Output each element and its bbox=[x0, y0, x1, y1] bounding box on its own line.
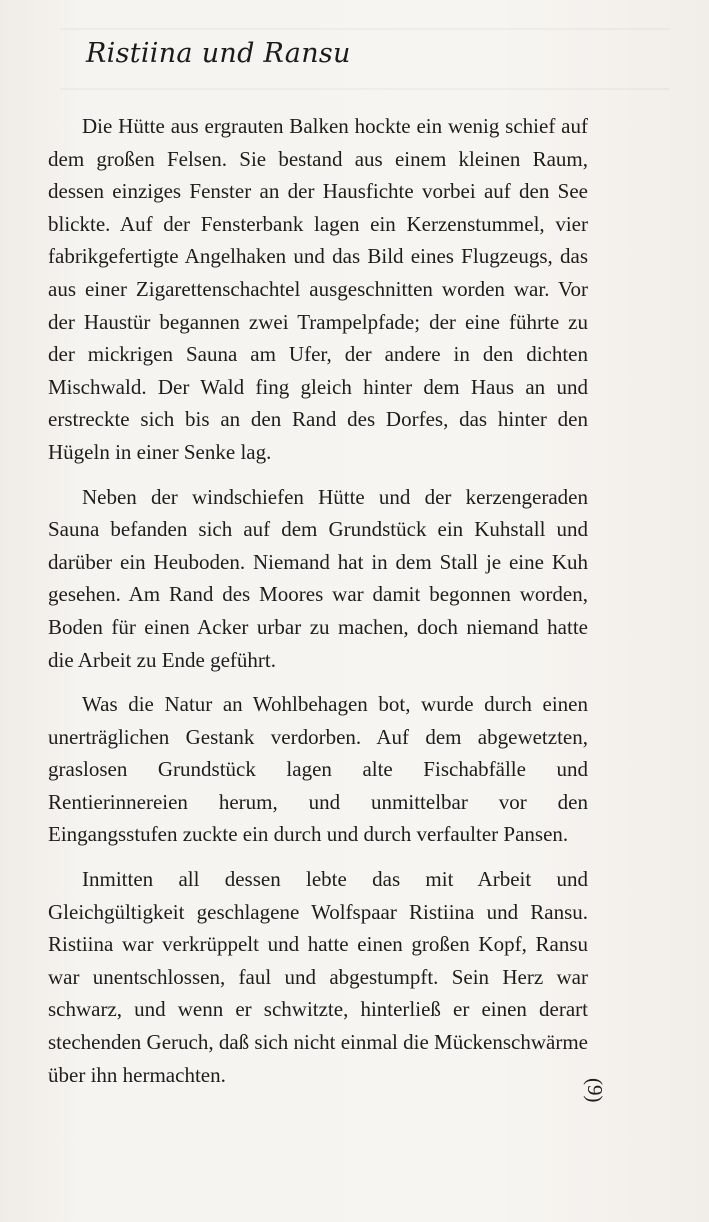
paragraph-3: Was die Natur an Wohlbehagen bot, wurde durch einen unerträglichen Gestank verdorben. Auf dem abgewetzten, graslosen Grundstück lagen alte Fischabfälle und Rentierinnereien herum, und unmittelbar vor den Eingangsstufen zuckte ein durch und durch verfaulter Pansen. bbox=[48, 692, 588, 847]
show-through-line bbox=[60, 28, 669, 30]
paragraph-1: Die Hütte aus ergrauten Balken hockte ein wenig schief auf dem großen Felsen. Sie bestand aus einem kleinen Raum, dessen einziges Fenster an der Hausfichte vorbei auf den See blickte. Auf der Fensterbank lagen ein Kerzenstummel, vier fabrikgefertigte Angelhaken und das Bild eines Flugzeugs, das aus einer Zigarettenschachtel ausgeschnitten worden war. Vor der Haustür begannen zwei Trampelpfade; der eine führte zu der mickrigen Sauna am Ufer, der andere in den dichten Mischwald. Der Wald fing gleich hinter dem Haus an und erstreckte sich bis an den Rand des Dorfes, das hinter den Hügeln in einer Senke lag. bbox=[48, 114, 588, 464]
body-text bbox=[48, 110, 588, 1103]
page-number: (9) bbox=[583, 1078, 607, 1103]
show-through-line bbox=[60, 88, 669, 90]
paragraph-2: Neben der windschiefen Hütte und der kerzengeraden Sauna befanden sich auf dem Grundstück ein Kuhstall und darüber ein Heuboden. Niemand hat in dem Stall je eine Kuh gesehen. Am Rand des Moores war damit begonnen worden, Boden für einen Acker urbar zu machen, doch niemand hatte die Arbeit zu Ende geführt. bbox=[48, 484, 588, 672]
paragraph-4: Inmitten all dessen lebte das mit Arbeit und Gleichgültigkeit geschlagene Wolfspaar Ristiina und Ransu. Ristiina war verkrüppelt und hatte einen großen Kopf, Ransu war unentschlossen, faul und abgestumpft. Sein Herz war schwarz, und wenn er schwitzte, hinterließ er einen derart stechenden Geruch, daß sich nicht einmal die Mückenschwärme über ihn hermachten. bbox=[48, 867, 588, 1087]
chapter-title: Ristiina und Ransu bbox=[86, 38, 351, 69]
